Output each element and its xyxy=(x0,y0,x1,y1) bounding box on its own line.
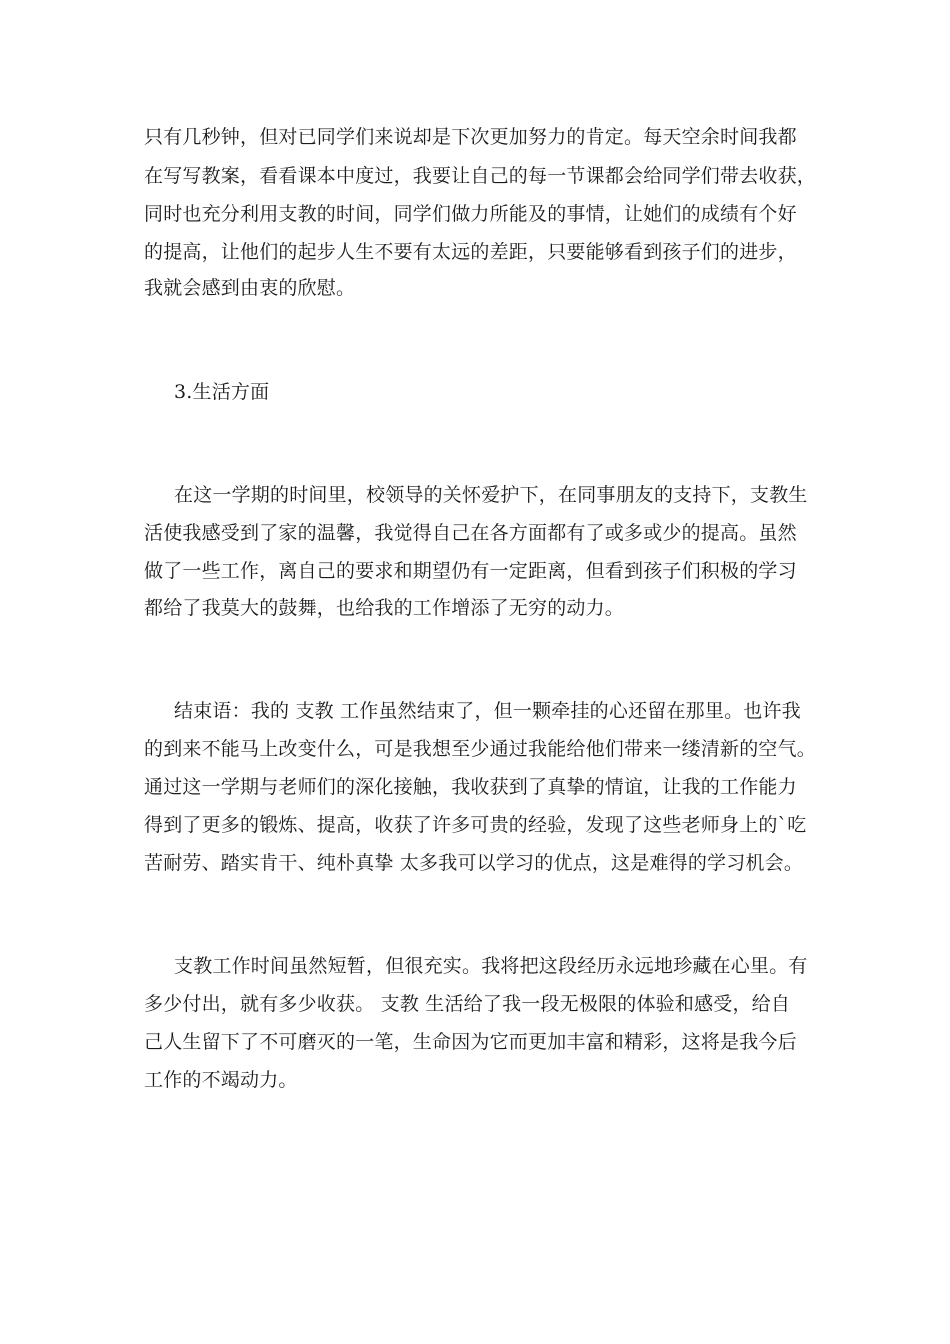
paragraph-1-line-3: 同时也充分利用支教的时间，同学们做力所能及的事情，让她们的成绩有个好 xyxy=(144,203,797,225)
paragraph-3-line-2: 的到来不能马上改变什么，可是我想至少通过我能给他们带来一缕清新的空气。 xyxy=(144,738,817,760)
paragraph-3-line-1: 结束语：我的 支教 工作虽然结束了，但一颗牵挂的心还留在那里。也许我 xyxy=(174,700,801,722)
paragraph-1-line-5: 我就会感到由衷的欣慰。 xyxy=(144,277,356,299)
paragraph-1-line-1: 只有几秒钟，但对已同学们来说却是下次更加努力的肯定。每天空余时间我都 xyxy=(144,126,797,148)
paragraph-3-line-3: 通过这一学期与老师们的深化接触，我收获到了真挚的情谊，让我的工作能力 xyxy=(144,776,797,798)
section-heading-life: 3.生活方面 xyxy=(174,381,270,403)
paragraph-4-line-2: 多少付出，就有多少收获。 支教 生活给了我一段无极限的体验和感受，给自 xyxy=(144,993,791,1015)
paragraph-4-line-4: 工作的不竭动力。 xyxy=(144,1069,298,1091)
paragraph-3-line-4: 得到了更多的锻炼、提高，收获了许多可贵的经验，发现了这些老师身上的`吃 xyxy=(144,814,807,836)
paragraph-4-line-1: 支教工作时间虽然短暂，但很充实。我将把这段经历永远地珍藏在心里。有 xyxy=(174,955,808,977)
paragraph-1-line-4: 的提高，让他们的起步人生不要有太远的差距，只要能够看到孩子们的进步， xyxy=(144,241,797,263)
paragraph-1-line-2: 在写写教案，看看课本中度过，我要让自己的每一节课都会给同学们带去收获， xyxy=(144,165,817,187)
paragraph-2-line-4: 都给了我莫大的鼓舞，也给我的工作增添了无穷的动力。 xyxy=(144,597,625,619)
paragraph-2-line-2: 活使我感受到了家的温馨，我觉得自己在各方面都有了或多或少的提高。虽然 xyxy=(144,522,797,544)
paragraph-2-line-3: 做了一些工作，离自己的要求和期望仍有一定距离，但看到孩子们积极的学习 xyxy=(144,560,797,582)
paragraph-3-line-5: 苦耐劳、踏实肯干、纯朴真挚 太多我可以学习的优点，这是难得的学习机会。 xyxy=(144,852,804,874)
paragraph-4-line-3: 己人生留下了不可磨灭的一笔，生命因为它而更加丰富和精彩，这将是我今后 xyxy=(144,1031,797,1053)
paragraph-2-line-1: 在这一学期的时间里，校领导的关怀爱护下，在同事朋友的支持下，支教生 xyxy=(174,484,808,506)
